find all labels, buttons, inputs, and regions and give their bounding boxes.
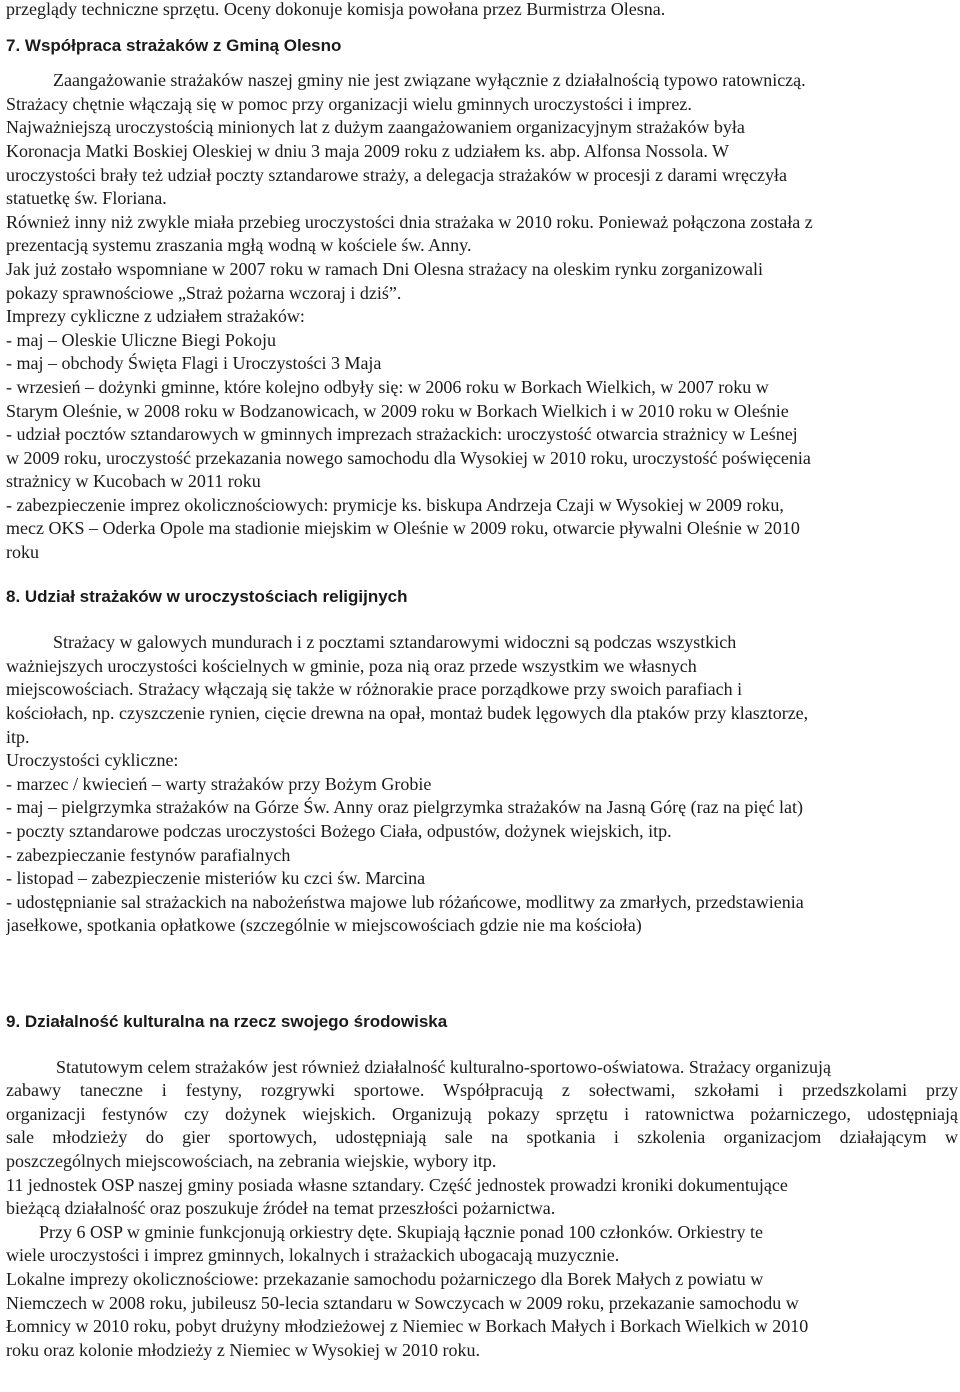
- list-item: mecz OKS – Oderka Opole ma stadionie miejskim w Oleśnie w 2009 roku, otwarcie pływalni Oleśnie w 2010: [6, 518, 800, 539]
- paragraph-line: Niemczech w 2008 roku, jubileusz 50-lecia sztandaru w Sowczycach w 2009 roku, przekazanie samochodu w: [6, 1292, 799, 1313]
- list-item: - poczty sztandarowe podczas uroczystości Bożego Ciała, odpustów, dożynek wiejskich, itp.: [6, 821, 672, 841]
- list-item: - zabezpieczenie imprez okolicznościowych: prymicje ks. biskupa Andrzeja Czaji w Wysokiej w 2009 roku,: [6, 494, 784, 515]
- paragraph-line: pokazy sprawnościowe „Straż pożarna wczoraj i dziś”.: [6, 282, 402, 303]
- section-7-heading: 7. Współpraca strażaków z Gminą Olesno: [6, 35, 342, 55]
- paragraph-line: wiele uroczystości i imprez gminnych, lokalnych i strażackich ubogacają muzycznie.: [6, 1245, 620, 1266]
- list-item: - listopad – zabezpieczenie misteriów ku czci św. Marcina: [6, 868, 426, 889]
- paragraph-line: poszczególnych miejscowościach, na zebrania wiejskie, wybory itp.: [6, 1150, 497, 1171]
- paragraph-line: itp.: [6, 726, 30, 747]
- list-item: - marzec / kwiecień – warty strażaków przy Bożym Grobie: [6, 773, 432, 794]
- paragraph-line: uroczystości brały też udział poczty sztandarowe straży, a delegacja strażaków w procesji z darami wręczyła: [6, 164, 787, 185]
- paragraph-line: organizacji festynów czy dożynek wiejskich. Organizują pokazy sprzętu i ratownictwa pożarniczego, udostępniają: [6, 1103, 958, 1124]
- list-item: - udział pocztów sztandarowych w gminnych imprezach strażackich: uroczystość otwarcia strażnicy w Leśnej: [6, 424, 798, 445]
- paragraph-line: sale młodzieży do gier sportowych, udostępniają sale na spotkania i szkolenia organizacjom działającym w: [6, 1127, 958, 1148]
- paragraph-line: Również inny niż zwykle miała przebieg uroczystości dnia strażaka w 2010 roku. Ponieważ połączona została z: [6, 211, 813, 232]
- list-heading: Uroczystości cykliczne:: [6, 750, 179, 771]
- list-item: - maj – Oleskie Uliczne Biegi Pokoju: [6, 329, 276, 350]
- paragraph-line: Jak już zostało wspomniane w 2007 roku w ramach Dni Olesna strażacy na oleskim rynku zorganizowali: [6, 258, 763, 279]
- document-page: [6, 0, 958, 1362]
- paragraph-line: bieżącą działalność oraz poszukuje źródeł na temat przeszłości pożarnictwa.: [6, 1198, 556, 1219]
- paragraph-line: 11 jednostek OSP naszej gminy posiada własne sztandary. Część jednostek prowadzi kroniki dokumentujące: [6, 1174, 788, 1195]
- paragraph-line: prezentacją systemu zraszania mgłą wodną w kościele św. Anny.: [6, 235, 472, 256]
- paragraph-line: Koronacja Matki Boskiej Oleskiej w dniu 3 maja 2009 roku z udziałem ks. abp. Alfonsa Nossola. W: [6, 140, 730, 161]
- list-item: jasełkowe, spotkania opłatkowe (szczególnie w miejscowościach gdzie nie ma kościoła): [6, 915, 642, 936]
- paragraph-line: Strażacy chętnie włączają się w pomoc przy organizacji wielu gminnych uroczystości i imprez.: [6, 93, 692, 114]
- list-item: roku: [6, 542, 39, 563]
- paragraph-line: przeglądy techniczne sprzętu. Oceny dokonuje komisja powołana przez Burmistrza Olesna.: [6, 0, 666, 19]
- paragraph-line: statuetkę św. Floriana.: [6, 188, 167, 209]
- list-item: w 2009 roku, uroczystość przekazania nowego samochodu dla Wysokiej w 2010 roku, uroczystość poświęcenia: [6, 447, 811, 468]
- list-item: - udostępnianie sal strażackich na nabożeństwa majowe lub różańcowe, modlitwy za zmarłych, przedstawienia: [6, 891, 804, 912]
- paragraph-line: miejscowościach. Strażacy włączają się także w różnorakie prace porządkowe przy swoich parafiach i: [6, 679, 743, 700]
- paragraph-line: Przy 6 OSP w gminie funkcjonują orkiestry dęte. Skupiają łącznie ponad 100 członków. Orkiestry te: [39, 1221, 763, 1242]
- paragraph-line: Statutowym celem strażaków jest również działalność kulturalno-sportowo-oświatowa. Strażacy organizują: [56, 1056, 831, 1077]
- section-9-heading: 9. Działalność kulturalna na rzecz swojego środowiska: [6, 1011, 448, 1031]
- list-item: Starym Oleśnie, w 2008 roku w Bodzanowicach, w 2009 roku w Borkach Wielkich i w 2010 roku w Oleśnie: [6, 400, 789, 421]
- list-item: - maj – obchody Święta Flagi i Uroczystości 3 Maja: [6, 353, 382, 374]
- paragraph-line: Zaangażowanie strażaków naszej gminy nie jest związane wyłącznie z działalnością typowo ratowniczą.: [53, 70, 806, 91]
- paragraph-line: kościołach, np. czyszczenie rynien, cięcie drewna na opał, montaż budek lęgowych dla ptaków przy klasztorze,: [6, 703, 809, 724]
- paragraph-line: Lokalne imprezy okolicznościowe: przekazanie samochodu pożarniczego dla Borek Małych z powiatu w: [6, 1268, 764, 1289]
- paragraph-line: ważniejszych uroczystości kościelnych w gminie, poza nią oraz przede wszystkim we własnych: [6, 655, 697, 676]
- paragraph-line: Strażacy w galowych mundurach i z pocztami sztandarowymi widoczni są podczas wszystkich: [53, 632, 737, 653]
- list-item: - zabezpieczanie festynów parafialnych: [6, 844, 291, 865]
- list-item: strażnicy w Kucobach w 2011 roku: [6, 471, 261, 492]
- list-heading: Imprezy cykliczne z udziałem strażaków:: [6, 306, 305, 327]
- paragraph-line: zabawy taneczne i festyny, rozgrywki sportowe. Współpracują z sołectwami, szkołami i przedszkolami przy: [6, 1080, 958, 1101]
- list-item: - wrzesień – dożynki gminne, które kolejno odbyły się: w 2006 roku w Borkach Wielkich, w 2007 roku w: [6, 376, 769, 397]
- paragraph-line: Łomnicy w 2010 roku, pobyt drużyny młodzieżowej z Niemiec w Borkach Małych i Borkach Wielkich w 2010: [6, 1316, 809, 1337]
- list-item: - maj – pielgrzymka strażaków na Górze Św. Anny oraz pielgrzymka strażaków na Jasną Górę (raz na pięć lat): [6, 797, 804, 818]
- paragraph-line: roku oraz kolonie młodzieży z Niemiec w Wysokiej w 2010 roku.: [6, 1339, 480, 1360]
- section-8-heading: 8. Udział strażaków w uroczystościach religijnych: [6, 586, 408, 606]
- paragraph-line: Najważniejszą uroczystością minionych lat z dużym zaangażowaniem organizacyjnym strażaków była: [6, 117, 745, 138]
